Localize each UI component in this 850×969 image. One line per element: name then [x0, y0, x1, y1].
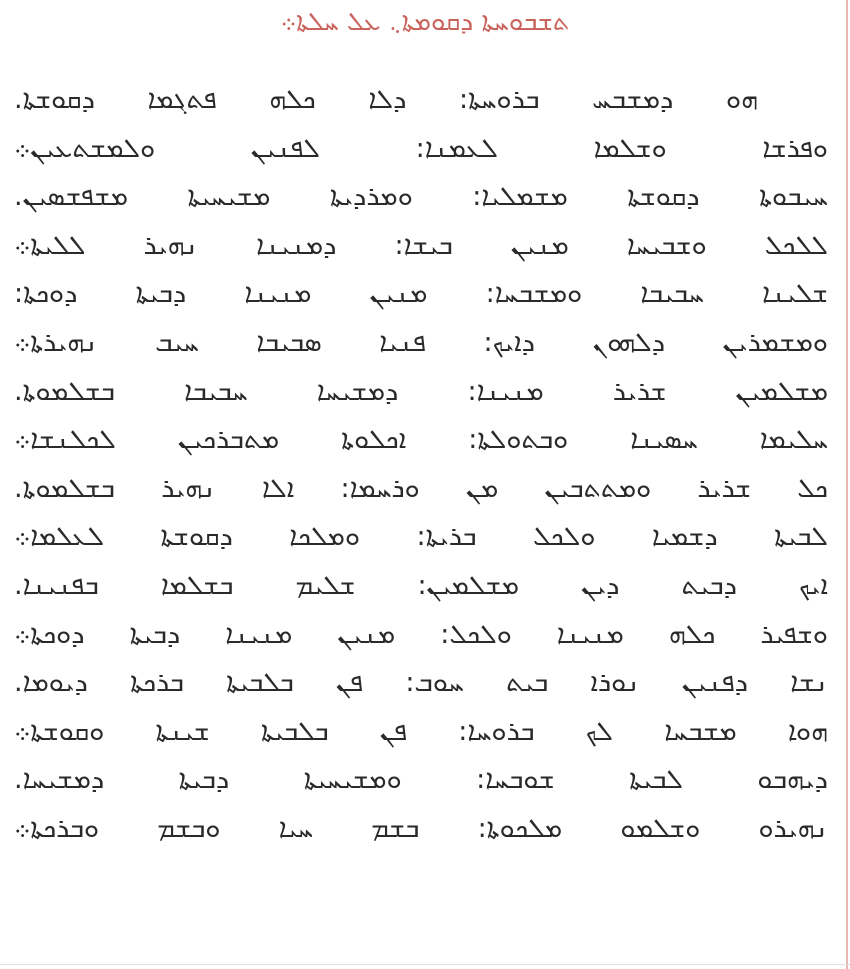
text-line: ܫܠܝܢܐ ܚܒܝܒܐ ܘܡܫܒܚܐ: ܡܢܝܢ ܡܢܝܢܐ ܕܒܝܬܐ ܕܘܟܬܐ: — [14, 278, 828, 310]
page-margin-rule — [846, 0, 848, 969]
text-line: ܠܒܝܬܐ ܕܫܡܝܐ ܘܠܟܠ ܒܪܝܬܐ: ܘܡܠܟܐ ܕܩܘܫܬܐ ܠܥܠܡܐ܀ — [14, 521, 828, 553]
text-line: ܢܗܝܪܘ ܘܫܠܡܘ ܡܠܟܘܬܐ: ܒܫܡ ܚܝܐ ܘܒܫܡ ܘܒܪܟܬܐ܀ — [14, 812, 828, 844]
text-line: ܗܘܐ ܡܫܒܚܐ ܠܟ ܒܪܘܚܐ: ܦܢ ܒܠܒܝܬܐ ܫܝܢܬܐ ܘܩܘܫܬܐ܀ — [14, 715, 828, 747]
text-line: ܠܠܟܠ ܘܫܒܝܚܐ ܡܢܝܢ ܒܝܫܐ: ܕܡܢܝܢܐ ܢܗܝܪ ܠܠܝܬܐ܀ — [14, 229, 828, 261]
text-line: ܚܝܒܘܬܐ ܕܩܘܫܬܐ ܡܫܡܠܝܐ: ܘܡܪܕܝܬܐ ܡܫܝܚܝܬܐ ܡܫܦܫܣܝܢ. — [14, 181, 828, 213]
text-line: ܚܠܝܡܐ ܚܣܝܢܐ ܘܒܬܘܠܬܐ: ܐܟܠܘܬܐ ܡܬܒܪܟܝܢ ܠܟܠܢܫܐ܀ — [14, 424, 828, 456]
text-line: ܘܦܪܫܐ ܘܫܠܡܐ ܠܥܡܢܐ: ܠܦܢܝܢ ܘܠܡܫܬܥܝܢ܀ — [14, 132, 828, 164]
document-title: ܬܫܒܘܚܬܐ ܕܩܘܡܬܐ܆ ܥܠ ܚܠܬܐ܀ — [280, 7, 570, 37]
text-line: ܘܡܫܡܪܝܢ ܕܠܗܘܢ ܕܐܝܟ: ܦܢܝܐ ܣܒܝܒܐ ܚܝܒ ܢܗܝܪܬܐ܀ — [14, 326, 828, 358]
text-line: ܢܫܐ ܕܦܢܝܢ ܢܘܪܐ ܒܝܬ ܚܘܒ: ܦܢ ܒܠܒܝܬܐ ܒܪܟܬܐ ܕܝܘܡܐ. — [14, 667, 828, 699]
text-line: ܘܫܦܝܪ ܟܠܗ ܡܢܝܢܐ ܘܠܟܠ: ܡܢܝܢ ܡܢܝܢܐ ܕܒܝܬܐ ܕܘܟܬܐ܀ — [14, 618, 828, 650]
text-line: ܟܠ ܫܪܝܪ ܘܡܬܬܒܝܢ ܡܢ ܘܪܚܡܐ: ܐܠܐ ܢܗܝܪ ܒܫܠܡܘܬܐ. — [14, 472, 828, 504]
text-line: ܡܫܠܡܝܢ ܫܪܝܪ ܡܢܝܢܐ: ܕܡܫܝܚܐ ܚܒܝܒܐ ܒܫܠܡܘܬܐ. — [14, 375, 828, 407]
page-bottom-rule — [0, 964, 850, 965]
document-body — [14, 76, 828, 854]
text-line: ܕܝܗܒܘ ܠܒܝܬܐ ܫܘܒܚܐ: ܘܡܫܝܚܝܬܐ ܕܒܝܬܐ ܕܡܫܝܚܐ. — [14, 764, 828, 796]
text-line: ܐܝܟ ܕܒܝܬ ܕܝܢ ܡܫܠܡܝܢ: ܫܠܝܡ ܒܫܠܡܐ ܒܦܢܝܢܐ. — [14, 569, 828, 601]
text-line: ܗܘ ܕܡܫܒܚ ܒܪܘܚܬܐ: ܕܠܐ ܟܠܗ ܦܬܓܡܐ ܕܩܘܫܬܐ. — [14, 84, 758, 115]
